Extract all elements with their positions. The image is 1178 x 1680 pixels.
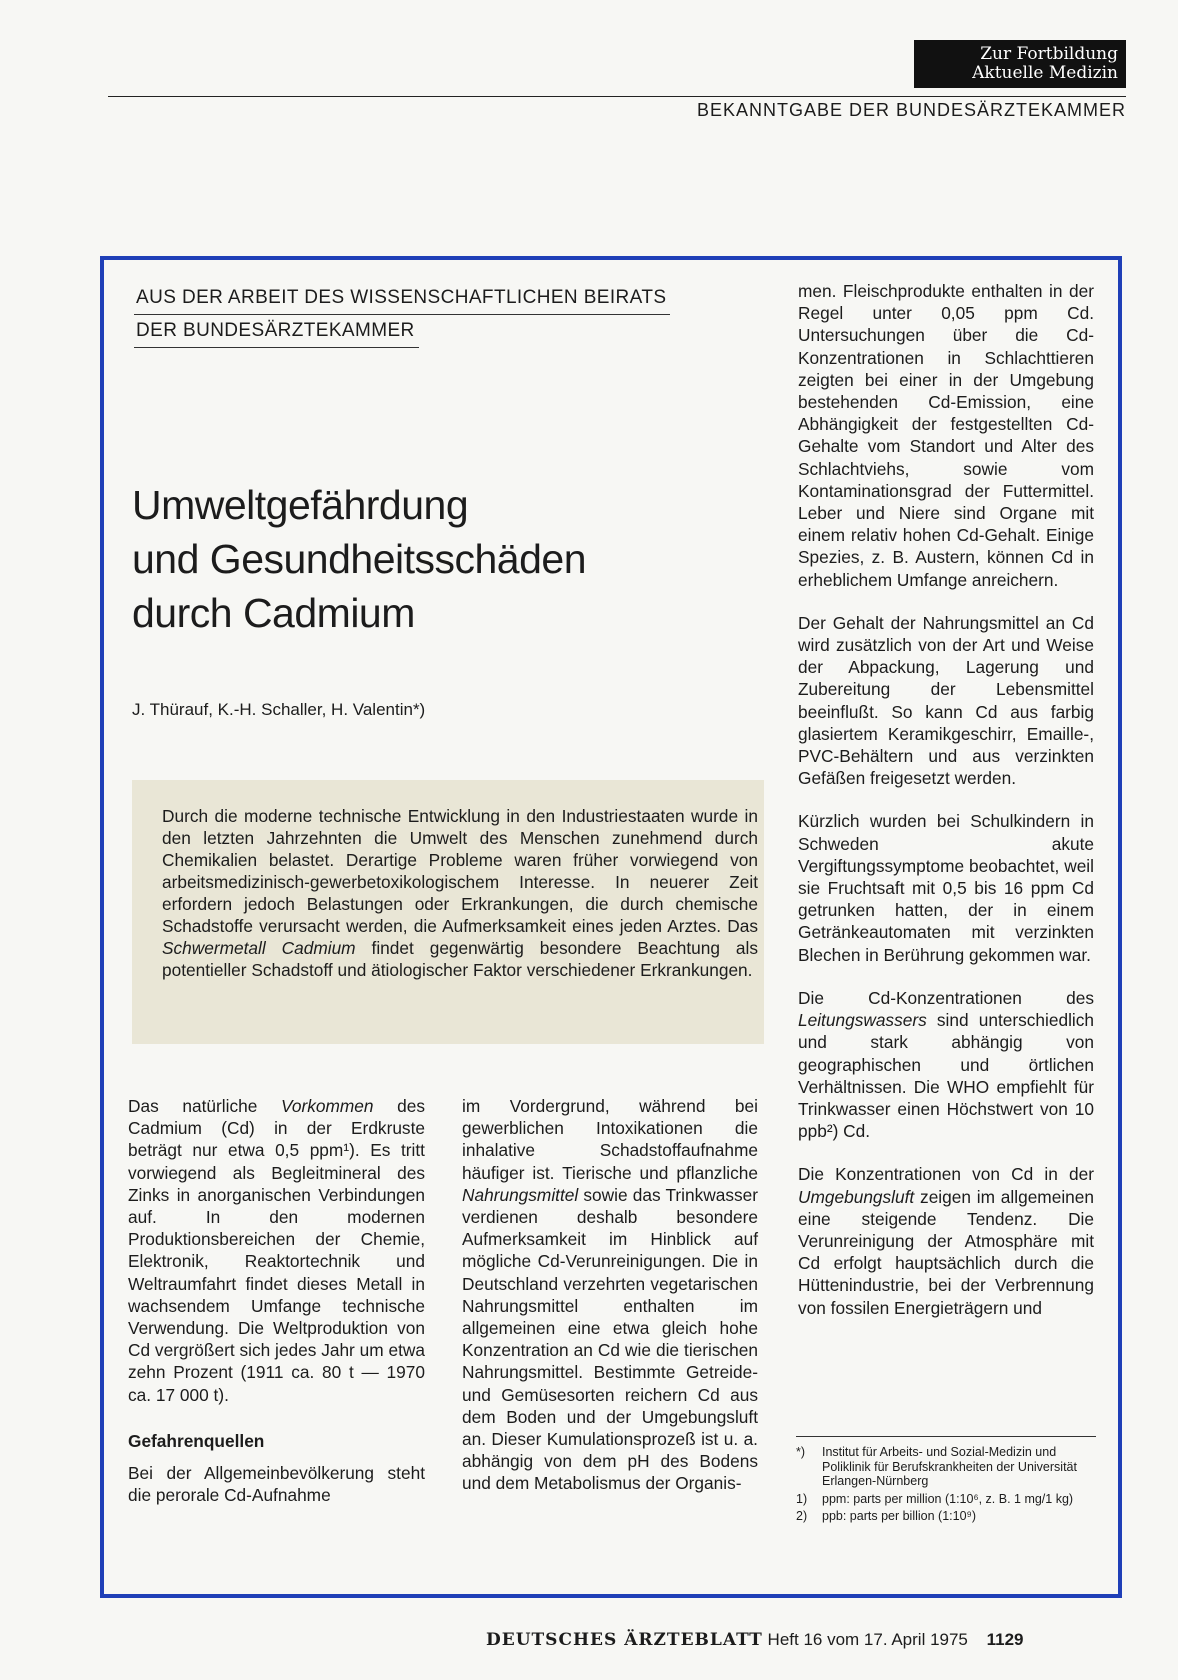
abstract-part-1: Durch die moderne technische Entwicklung in den Industriestaaten wurde in den letzten Jahrzehnten die Umwelt des Menschen zunehmend durch Chemikalien belastet. Derartige Probleme waren früher vorwiegend von arbeitsmedizinisch-gewerbetoxikologischem Interesse. In neuerer Zeit erfordern jedoch Belastungen oder Erkrankungen, die durch chemische Schadstoffe verursacht werden, die Aufmerksamkeit eines jeden Arztes. Das	[162, 806, 758, 936]
column-middle	[462, 1095, 758, 1516]
kicker	[134, 282, 724, 348]
section-badge	[914, 40, 1126, 88]
page-number: 1129	[986, 1630, 1024, 1649]
text-run: zeigen im allgemeinen eine steigende Tendenz. Die Verunreinigung der Atmosphäre mit Cd erfolgt hauptsächlich durch die Hüttenindustrie, bei der Verbrennung von fossilen Energieträgern und	[798, 1186, 1094, 1318]
footnotes	[796, 1436, 1096, 1527]
column-left	[128, 1095, 425, 1527]
paragraph: Kürzlich wurden bei Schulkindern in Schweden akute Vergiftungssymptome beobachtet, weil sie Fruchtsaft mit 0,5 bis 16 ppm Cd getrunken hatten, der in einem Getränkeautomaten mit verzinkten Blechen in Berührung gekommen war.	[798, 811, 1094, 965]
authors: J. Thürauf, K.-H. Schaller, H. Valentin*)	[132, 700, 426, 719]
text-italic: Umgebungsluft	[798, 1186, 915, 1207]
footnote-mark: *)	[796, 1445, 806, 1459]
kicker-line-2: DER BUNDESÄRZTEKAMMER	[134, 315, 419, 348]
abstract-part-2: findet gegenwärtig besondere Beachtung als potentieller Schadstoff und ätiologischer Faktor verschiedener Erkrankungen.	[162, 938, 759, 980]
page-footer	[486, 1630, 1112, 1650]
footnote-mark: 2)	[796, 1509, 808, 1523]
text-italic: Vorkommen	[280, 1096, 374, 1116]
text-run: im Vordergrund, während bei gewerblichen Intoxikationen die inhalative Schadstoffaufnahme häufiger ist. Tierische und pflanzliche	[462, 1096, 758, 1183]
paragraph	[128, 1095, 425, 1406]
footnote	[796, 1445, 1096, 1489]
text-run: Das natürliche	[128, 1096, 258, 1116]
footnote-text: ppm: parts per million (1:10⁶, z. B. 1 mg/1 kg)	[822, 1491, 1074, 1506]
article-title	[132, 478, 752, 640]
paragraph	[798, 987, 1094, 1142]
paragraph	[462, 1095, 758, 1495]
text-run: sind unterschiedlich und stark abhängig von geographischen und örtlichen Verhältnissen. Die WHO empfiehlt für Trinkwasser einen Höchstwert von 10 ppb²) Cd.	[798, 1010, 1094, 1142]
abstract-italic: Schwermetall Cadmium	[162, 938, 356, 958]
text-run: sowie das Trinkwasser verdienen deshalb besondere Aufmerksamkeit im Hinblick auf mögliche Cd-Verunreinigungen. Die in Deutschland verzehrten vegetarischen Nahrungsmittel enthalten im allgemeinen eine etwa gleich hohe Konzentration an Cd wie die tierischen Nahrungsmittel. Bestimmte Getreide- und Gemüsesorten reichern Cd aus dem Boden und der Umgebungsluft an. Dieser Kumulationsprozeß ist u. a. abhängig von dem pH des Bodens und dem Metabolismus der Organis-	[462, 1184, 758, 1494]
paragraph: Bei der Allgemeinbevölkerung steht die perorale Cd-Aufnahme	[128, 1463, 425, 1506]
footnote	[796, 1492, 1096, 1507]
title-line-1: Umweltgefährdung	[132, 482, 469, 528]
paragraph	[798, 1163, 1094, 1318]
footnote	[796, 1509, 1096, 1524]
paragraph: men. Fleischprodukte enthalten in der Regel unter 0,05 ppm Cd. Untersuchungen über die Cd-Konzentrationen in Schlachttieren zeigten bei einer in der Umgebung bestehenden Cd-Emission, eine Abhängigkeit der festgestellten Cd-Gehalte vom Standort und Alter des Schlachtviehs, sowie vom Kontaminationsgrad der Futtermittel. Leber und Niere sind Organe mit einem relativ hohen Cd-Gehalt. Einige Spezies, z. B. Austern, können Cd in erheblichem Umfange anreichern.	[798, 281, 1094, 590]
section-header: BEKANNTGABE DER BUNDESÄRZTEKAMMER	[696, 100, 1126, 120]
footnote-text: Institut für Arbeits- und Sozial-Medizin und Poliklinik für Berufskrankheiten der Universität Erlangen-Nürnberg	[822, 1445, 1077, 1488]
footnote-mark: 1)	[796, 1491, 808, 1506]
text-run: Die Konzentrationen von Cd in der	[798, 1164, 1094, 1185]
text-italic: Leitungswassers	[798, 1010, 927, 1031]
subheading: Gefahrenquellen	[128, 1430, 265, 1451]
text-run: des Cadmium (Cd) in der Erdkruste beträgt nur etwa 0,5 ppm¹). Es tritt vorwiegend als Begleitmineral des Zinks in anorganischen Verbindungen auf. In den modernen Produktionsbereichen der Chemie, Elektronik, Reaktortechnik und Weltraumfahrt findet dieses Metall in wachsendem Umfange technische Verwendung. Die Weltproduktion von Cd vergrößert sich jedes Jahr um etwa zehn Prozent (1911 ca. 80 t — 1970 ca. 17 000 t).	[128, 1096, 425, 1405]
footnote-text: ppb: parts per billion (1:10⁹)	[822, 1509, 977, 1523]
abstract-text	[162, 805, 758, 981]
kicker-line-1: AUS DER ARBEIT DES WISSENSCHAFTLICHEN BEIRATS	[134, 282, 670, 315]
badge-line-2: Aktuelle Medizin	[972, 63, 1118, 83]
title-line-3: durch Cadmium	[132, 590, 415, 636]
badge-line-1: Zur Fortbildung	[980, 44, 1118, 64]
journal-name: DEUTSCHES ÄRZTEBLATT	[486, 1630, 763, 1650]
text-italic: Nahrungsmittel	[462, 1184, 579, 1205]
issue-info: Heft 16 vom 17. April 1975	[767, 1630, 968, 1649]
paragraph: Der Gehalt der Nahrungsmittel an Cd wird zusätzlich von der Art und Weise der Abpackung, Lagerung und Zubereitung der Lebensmittel beeinflußt. So kann Cd aus farbig glasiertem Keramikgeschirr, Emaille-, PVC-Behältern und aus verzinkten Gefäßen freigesetzt werden.	[798, 612, 1094, 789]
text-run: Die Cd-Konzentrationen des	[798, 987, 1094, 1008]
title-line-2: und Gesundheitsschäden	[132, 536, 587, 582]
column-right	[798, 280, 1094, 1340]
header-rule	[108, 96, 1126, 97]
